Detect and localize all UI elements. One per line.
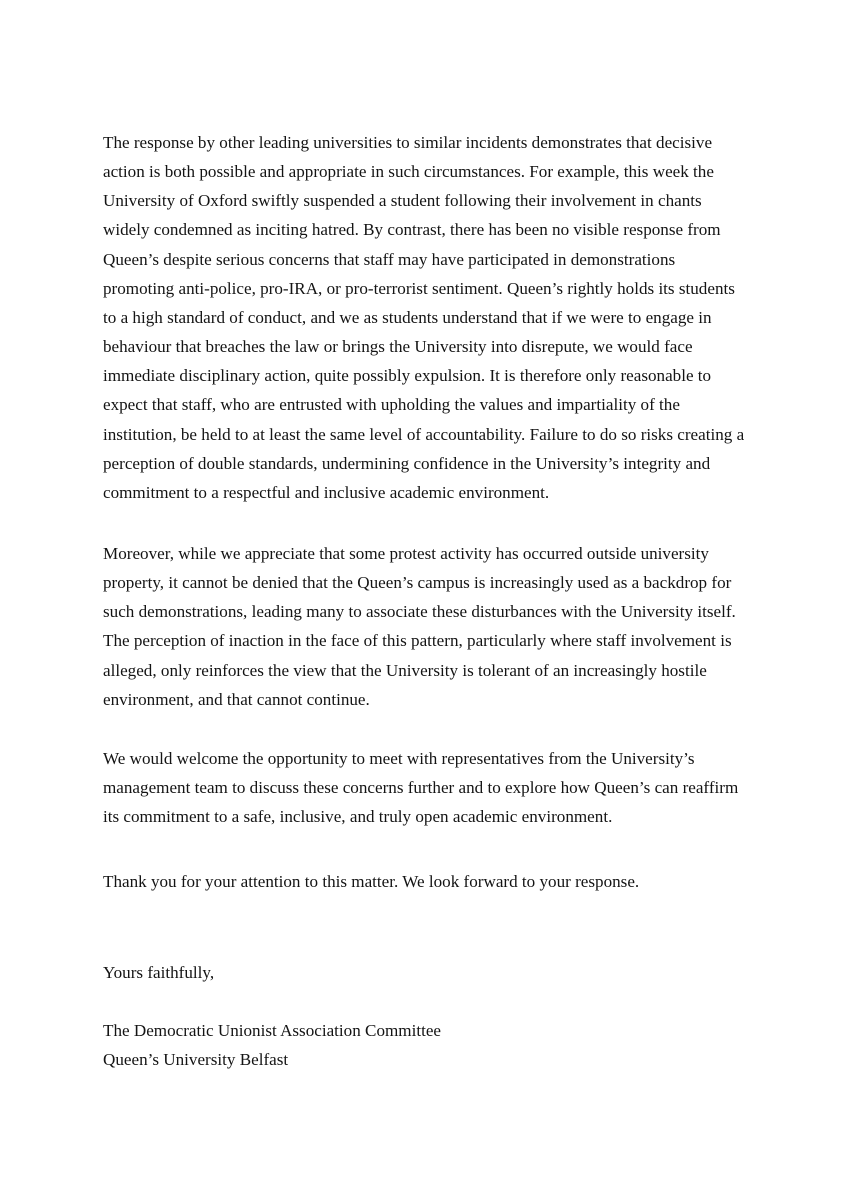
text-line: Moreover, while we appreciate that some protest activity has occurred outside university xyxy=(103,544,709,563)
text-line: The perception of inaction in the face of this pattern, particularly where staff involvement is xyxy=(103,631,732,651)
text-line: Thank you for your attention to this matter. We look forward to your response. xyxy=(103,872,640,891)
closing-text: Yours faithfully, xyxy=(103,963,215,982)
paragraph-thanks xyxy=(103,867,753,896)
text-line: management team to discuss these concerns further and to explore how Queen’s can reaffirm xyxy=(103,778,739,798)
text-line: The response by other leading universities to similar incidents demonstrates that decisive xyxy=(103,133,713,152)
letter-closing xyxy=(103,958,753,987)
text-line: expect that staff, who are entrusted with upholding the values and impartiality of the xyxy=(103,395,680,415)
text-line: environment, and that cannot continue. xyxy=(103,689,370,709)
text-line: widely condemned as inciting hatred. By contrast, there has been no visible response from xyxy=(103,220,721,240)
text-line: We would welcome the opportunity to meet with representatives from the University’s xyxy=(103,749,695,768)
paragraph-meeting-request xyxy=(103,744,753,831)
text-line: property, it cannot be denied that the Queen’s campus is increasingly used as a backdrop for xyxy=(103,573,732,593)
paragraph-accountability xyxy=(103,128,753,507)
text-line: to a high standard of conduct, and we as students understand that if we were to engage in xyxy=(103,307,712,327)
signature-institution: Queen’s University Belfast xyxy=(103,1050,289,1070)
text-line: alleged, only reinforces the view that the University is tolerant of an increasingly hostile xyxy=(103,660,707,680)
text-line: such demonstrations, leading many to associate these disturbances with the University itself. xyxy=(103,602,736,622)
text-line: action is both possible and appropriate in such circumstances. For example, this week the xyxy=(103,162,714,182)
signature-committee: The Democratic Unionist Association Committee xyxy=(103,1021,442,1040)
text-line: commitment to a respectful and inclusive academic environment. xyxy=(103,482,550,502)
text-line: Queen’s despite serious concerns that staff may have participated in demonstrations xyxy=(103,249,676,269)
text-line: promoting anti-police, pro-IRA, or pro-terrorist sentiment. Queen’s rightly holds its students xyxy=(103,278,735,298)
text-line: institution, be held to at least the same level of accountability. Failure to do so risks creating a xyxy=(103,424,745,444)
signature-block xyxy=(103,1016,753,1074)
text-line: perception of double standards, undermining confidence in the University’s integrity and xyxy=(103,453,711,473)
paragraph-campus-protests xyxy=(103,539,753,714)
text-line: University of Oxford swiftly suspended a student following their involvement in chants xyxy=(103,191,702,211)
text-line: its commitment to a safe, inclusive, and truly open academic environment. xyxy=(103,807,613,827)
text-line: immediate disciplinary action, quite possibly expulsion. It is therefore only reasonable to xyxy=(103,366,712,386)
text-line: behaviour that breaches the law or brings the University into disrepute, we would face xyxy=(103,337,693,357)
